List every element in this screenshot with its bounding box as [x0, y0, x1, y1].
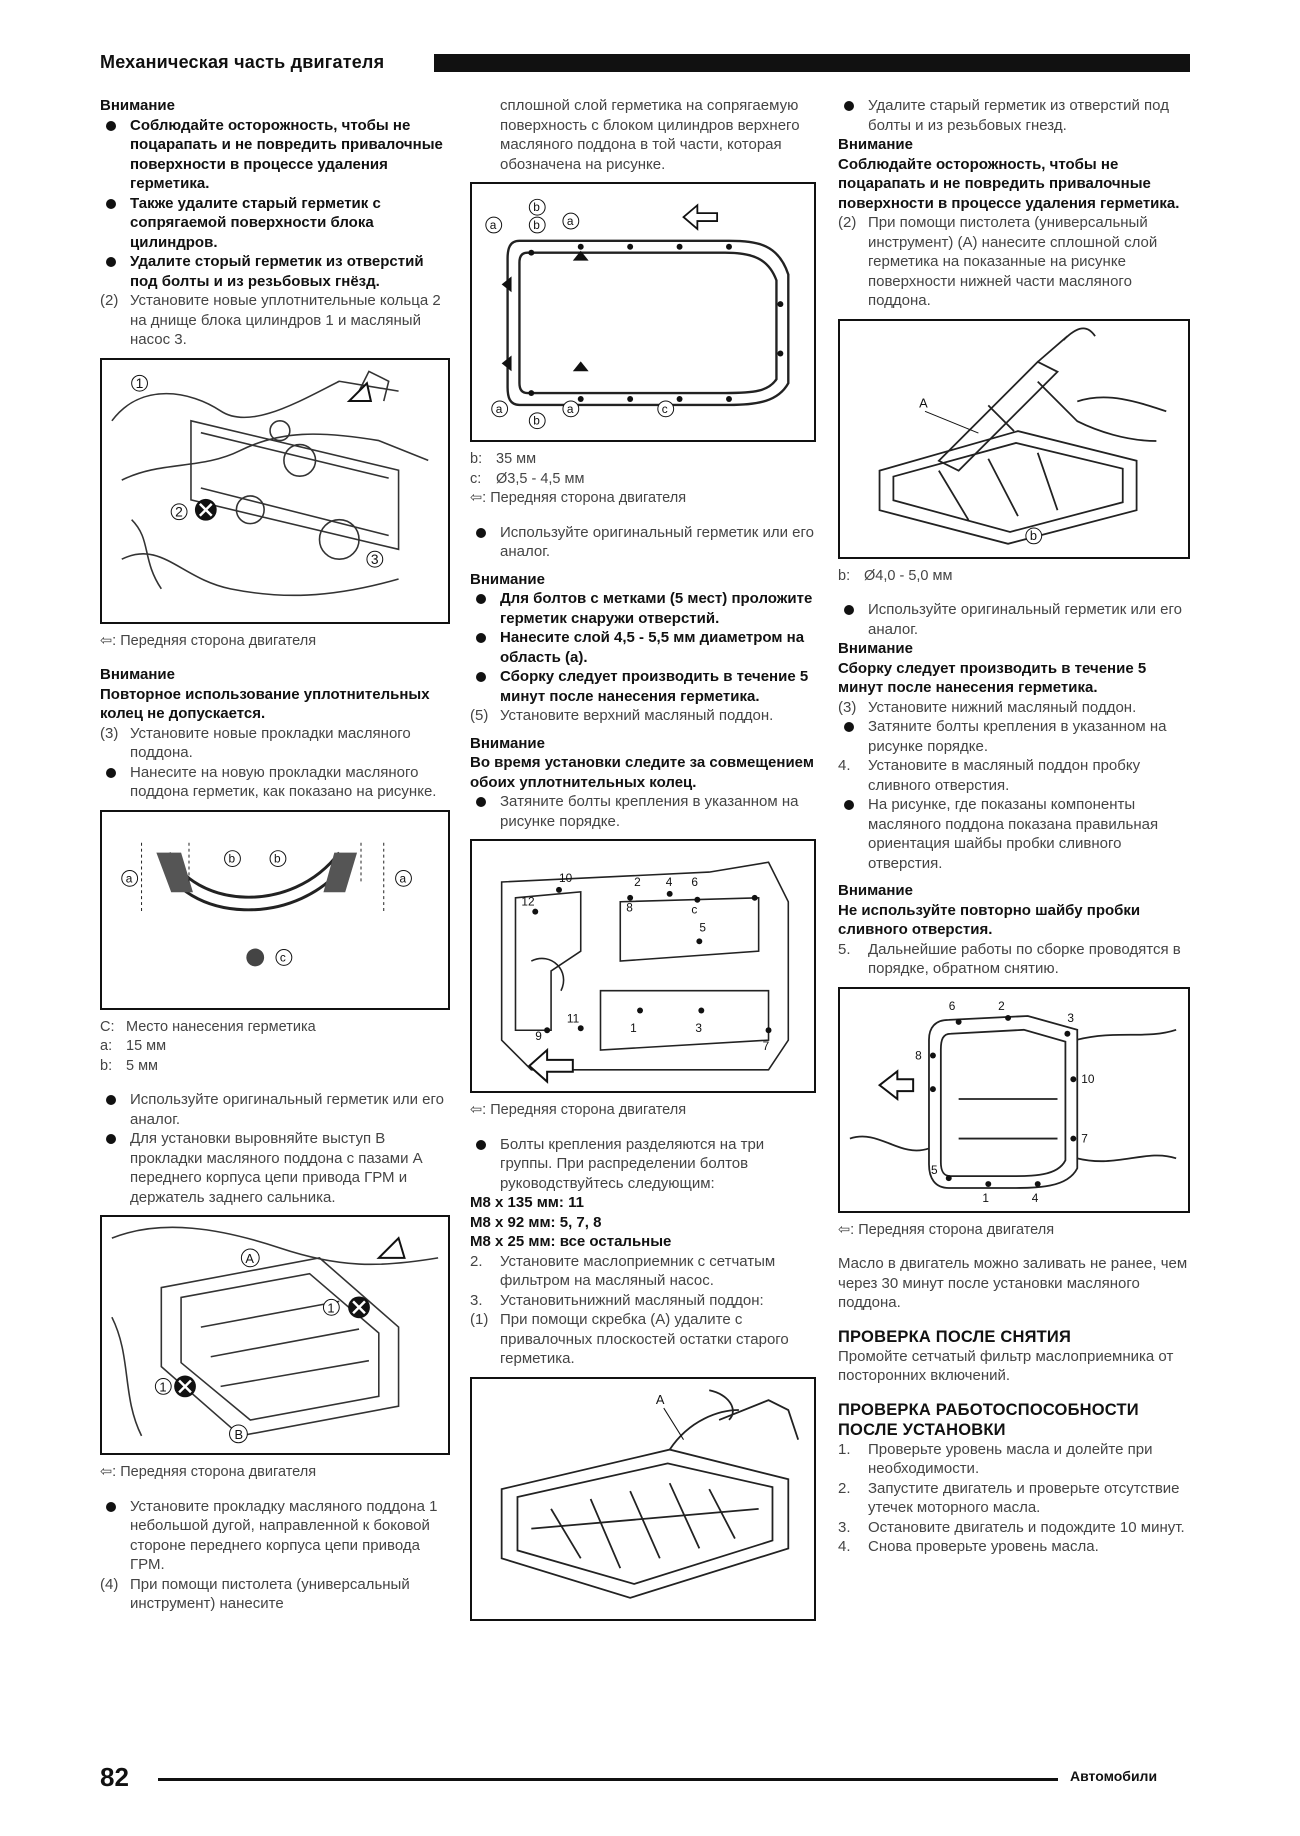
figure-gasket-sealant — [100, 810, 450, 1010]
svg-text:3: 3 — [1067, 1010, 1074, 1025]
step-text: Установите в масляный поддон пробку сливного отверстия. — [868, 757, 1141, 794]
legend-value: 5 мм — [126, 1057, 159, 1074]
svg-text:5: 5 — [699, 920, 706, 935]
svg-text:12: 12 — [521, 894, 535, 909]
warning-item: Сборку следует производить в течение 5 минут после нанесения герметика. — [470, 667, 816, 706]
step-text: При помощи скребка (А) удалите с привалочных плоскостей остатки старого герметика. — [500, 1311, 789, 1367]
step-number: (3) — [100, 724, 119, 742]
bullet-item: Для установки выровняйте выступ В прокладки масляного поддона с пазами А переднего корпуса цепи привода ГРМ и держатель заднего сальника. — [100, 1129, 450, 1207]
figure-caption: ⇦: Передняя сторона двигателя — [470, 490, 687, 506]
legend-value: Место нанесения герметика — [126, 1018, 316, 1035]
step-number: (4) — [100, 1575, 119, 1593]
svg-text:3: 3 — [370, 550, 379, 567]
section-heading: ПРОВЕРКА РАБОТОСПОСОБНОСТИ ПОСЛЕ УСТАНОВКИ — [838, 1400, 1139, 1439]
svg-text:10: 10 — [1081, 1071, 1095, 1086]
svg-text:1: 1 — [159, 1379, 167, 1395]
svg-text:c: c — [279, 949, 286, 964]
svg-text:4: 4 — [665, 874, 673, 889]
page-number: 82 — [100, 1762, 129, 1792]
svg-text:B: B — [234, 1426, 244, 1442]
step-text: При помощи пистолета (универсальный инструмент) нанесите — [130, 1575, 410, 1612]
bullet-item: Нанесите на новую прокладки масляного поддона герметик, как показано на рисунке. — [100, 763, 450, 802]
figure-oil-pan-gasket — [100, 1215, 450, 1455]
step-number: 2. — [470, 1252, 483, 1270]
svg-text:A: A — [245, 1250, 254, 1266]
figure-caption: ⇦: Передняя сторона двигателя — [100, 1464, 317, 1480]
warning-item: Для болтов с метками (5 мест) проложите герметик снаружи отверстий. — [470, 589, 816, 628]
legend-value: Ø4,0 - 5,0 мм — [864, 567, 953, 584]
figure-lower-bolt-order-drawing — [840, 989, 1188, 1211]
warning-item: Нанесите слой 4,5 - 5,5 мм диаметром на область (а). — [470, 628, 816, 667]
footer-rule — [158, 1778, 1058, 1781]
paragraph: Промойте сетчатый фильтр маслоприемника от посторонних включений. — [838, 1347, 1174, 1384]
step-number: 4. — [838, 757, 851, 774]
page-header-title: Механическая часть двигателя — [100, 52, 385, 72]
step-text: Установите верхний масляный поддон. — [500, 707, 774, 724]
legend-key: a: — [100, 1038, 113, 1054]
svg-text:7: 7 — [1081, 1131, 1088, 1146]
step-text: Снова проверьте уровень масла. — [868, 1538, 1099, 1555]
step-item — [838, 1440, 1190, 1479]
step-number: 3. — [838, 1518, 851, 1536]
figure-oil-pan-gasket-drawing — [102, 1217, 448, 1453]
svg-text:8: 8 — [626, 900, 633, 915]
figure-caption: ⇦: Передняя сторона двигателя — [470, 1102, 687, 1118]
figure-cylinder-block — [100, 358, 450, 624]
bolt-spec: M8 x 135 мм: 11 — [470, 1194, 584, 1211]
bullet-item: Удалите старый герметик из отверстий под болты и из резьбовых гнезд. — [838, 96, 1190, 135]
step-text: Установите нижний масляный поддон. — [868, 698, 1137, 716]
legend-row — [100, 1037, 450, 1057]
step-number: 5. — [838, 940, 851, 958]
svg-text:a: a — [566, 401, 574, 416]
warning-title: Внимание — [838, 882, 913, 899]
figure-upper-pan-bolt-order — [470, 839, 816, 1093]
warning-title: Внимание — [470, 570, 545, 588]
step-item — [838, 756, 1190, 795]
svg-text:a: a — [566, 214, 574, 229]
bolt-spec: M8 x 25 мм: все остальные — [470, 1233, 672, 1250]
svg-text:4: 4 — [1031, 1190, 1039, 1205]
legend-value: 35 мм — [496, 451, 537, 467]
legend-row — [470, 470, 816, 490]
svg-text:2: 2 — [998, 998, 1005, 1013]
step-item — [100, 724, 450, 763]
svg-text:6: 6 — [691, 874, 699, 889]
svg-text:11: 11 — [566, 1011, 580, 1026]
paragraph: сплошной слой герметика на сопрягаемую поверхность с блоком цилиндров верхнего масляного поддона в той части, которая обозначена на рисунке. — [500, 97, 800, 173]
svg-text:5: 5 — [930, 1162, 938, 1177]
svg-text:2: 2 — [634, 874, 641, 889]
legend-key: C: — [100, 1018, 115, 1035]
legend-key: b: — [470, 451, 483, 467]
step-item — [838, 698, 1190, 718]
svg-text:10: 10 — [558, 870, 573, 885]
svg-text:b: b — [533, 200, 540, 215]
svg-text:b: b — [533, 413, 540, 428]
column-3 — [838, 96, 1190, 1557]
warning-title: Внимание — [470, 734, 545, 752]
header-bar — [434, 54, 1190, 72]
legend-key: b: — [838, 567, 851, 584]
svg-text:a: a — [399, 870, 407, 885]
legend-row — [470, 450, 816, 470]
figure-upper-oil-pan-sealant — [470, 182, 816, 442]
bullet-item: Используйте оригинальный герметик или его аналог. — [838, 600, 1190, 639]
warning-text: Повторное использование уплотнительных колец не допускается. — [100, 685, 430, 722]
legend-row — [838, 567, 1190, 587]
legend-value: 15 мм — [126, 1038, 167, 1054]
figure-bolt-order-drawing — [472, 841, 814, 1091]
svg-text:A: A — [919, 394, 928, 410]
step-text: Установите маслоприемник с сетчатым фильтром на масляный насос. — [500, 1252, 776, 1289]
figure-caption: ⇦: Передняя сторона двигателя — [100, 632, 317, 649]
step-item — [470, 1252, 816, 1291]
figure-scraper — [470, 1377, 816, 1621]
svg-text:a: a — [495, 401, 503, 416]
figure-gasket-drawing — [102, 812, 448, 1008]
step-number: (2) — [100, 292, 119, 309]
figure-caption: ⇦: Передняя сторона двигателя — [838, 1221, 1055, 1238]
step-number: (2) — [838, 214, 857, 231]
bolt-spec: M8 x 92 мм: 5, 7, 8 — [470, 1213, 602, 1231]
step-text: Остановите двигатель и подождите 10 минут. — [868, 1518, 1185, 1536]
bullet-item: Болты крепления разделяются на три группы. При распределении болтов руководствуйтесь следующим: — [470, 1135, 816, 1194]
warning-text: Во время установки следите за совмещением обоих уплотнительных колец. — [470, 754, 814, 791]
step-item — [100, 291, 450, 350]
step-item — [470, 1310, 816, 1369]
step-item — [838, 1537, 1190, 1557]
svg-text:1: 1 — [630, 1021, 637, 1036]
step-text: При помощи пистолета (универсальный инструмент) (А) нанесите сплошной слой герметика на показанные на рисунке поверхности нижней части масляного поддона. — [868, 214, 1158, 309]
step-number: 2. — [838, 1479, 851, 1497]
step-text: Установитьнижний масляный поддон: — [500, 1291, 764, 1309]
figure-upper-pan-drawing — [472, 184, 814, 440]
step-number: 1. — [838, 1440, 851, 1458]
warning-text: Соблюдайте осторожность, чтобы не поцарапать и не повредить привалочные поверхности в процессе удаления герметика. — [838, 155, 1180, 212]
bullet-item: Затяните болты крепления в указанном на рисунке порядке. — [470, 792, 816, 831]
step-text: Установите новые прокладки масляного поддона. — [130, 724, 411, 761]
step-text: Дальнейшие работы по сборке проводятся в порядке, обратном снятию. — [868, 940, 1181, 977]
figure-sealant-gun-drawing — [840, 321, 1188, 557]
step-item — [838, 1479, 1190, 1518]
step-item — [470, 1291, 816, 1311]
svg-text:a: a — [125, 870, 133, 885]
paragraph: Масло в двигатель можно заливать не ранее, чем через 30 минут после установки масляного поддона. — [838, 1255, 1188, 1311]
svg-text:c: c — [661, 401, 668, 416]
svg-text:c: c — [691, 902, 698, 917]
svg-text:1: 1 — [982, 1190, 989, 1205]
footer-brand: Автомобили — [1070, 1768, 1158, 1784]
column-1 — [100, 96, 450, 1614]
svg-text:b: b — [274, 851, 281, 866]
step-number: (1) — [470, 1311, 489, 1328]
svg-text:6: 6 — [948, 998, 956, 1013]
svg-text:9: 9 — [535, 1029, 542, 1044]
step-number: 3. — [470, 1291, 483, 1309]
svg-text:a: a — [489, 217, 497, 232]
step-number: 4. — [838, 1538, 851, 1555]
bullet-item: Установите прокладку масляного поддона 1 небольшой дугой, направленной к боковой стороне переднего корпуса цепи привода ГРМ. — [100, 1497, 450, 1575]
figure-cylinder-block-drawing — [102, 360, 448, 622]
warning-item: Соблюдайте осторожность, чтобы не поцарапать и не повредить привалочные поверхности в процессе удаления герметика. — [100, 116, 450, 194]
warning-title: Внимание — [100, 97, 175, 114]
warning-text: Сборку следует производить в течение 5 минут после нанесения герметика. — [838, 659, 1147, 696]
step-item — [838, 1518, 1190, 1538]
legend-row — [100, 1018, 450, 1038]
warning-title: Внимание — [838, 136, 913, 153]
svg-text:b: b — [228, 851, 236, 866]
step-number: (3) — [838, 698, 857, 716]
warning-title: Внимание — [838, 640, 913, 657]
step-item — [838, 940, 1190, 979]
legend-key: c: — [470, 470, 482, 487]
warning-item: Удалите сторый герметик из отверстий под болты и из резьбовых гнёзд. — [100, 252, 450, 291]
warning-title: Внимание — [100, 666, 175, 683]
warning-item: Также удалите старый герметик с сопрягаемой поверхности блока цилиндров. — [100, 194, 450, 253]
svg-text:8: 8 — [915, 1047, 922, 1062]
svg-text:3: 3 — [695, 1021, 702, 1036]
svg-text:b: b — [533, 217, 540, 232]
column-2 — [470, 96, 816, 1621]
bullet-item: Затяните болты крепления в указанном на рисунке порядке. — [838, 717, 1190, 756]
step-item — [838, 213, 1190, 311]
step-item — [470, 706, 816, 726]
warning-text: Не используйте повторно шайбу пробки сливного отверстия. — [838, 901, 1141, 938]
svg-text:1: 1 — [327, 1300, 335, 1316]
svg-text:b: b — [1029, 527, 1037, 543]
step-text: Проверьте уровень масла и долейте при необходимости. — [868, 1440, 1153, 1477]
section-heading: ПРОВЕРКА ПОСЛЕ СНЯТИЯ — [838, 1327, 1072, 1346]
step-item — [100, 1575, 450, 1614]
bullet-item: На рисунке, где показаны компоненты масляного поддона показана правильная ориентация шайбы пробки сливного отверстия. — [838, 795, 1190, 873]
legend-value: Ø3,5 - 4,5 мм — [496, 470, 585, 487]
svg-text:2: 2 — [175, 503, 183, 520]
legend-key: b: — [100, 1057, 113, 1074]
svg-text:A: A — [655, 1391, 665, 1407]
step-number: (5) — [470, 707, 489, 724]
figure-lower-pan-bolt-order — [838, 987, 1190, 1213]
figure-lower-pan-sealant-gun — [838, 319, 1190, 559]
svg-text:1: 1 — [135, 374, 144, 391]
legend-row — [100, 1057, 450, 1077]
bullet-item: Используйте оригинальный герметик или его аналог. — [470, 523, 816, 562]
step-text: Запустите двигатель и проверьте отсутствие утечек моторного масла. — [868, 1479, 1180, 1516]
bullet-item: Используйте оригинальный герметик или его аналог. — [100, 1090, 450, 1129]
figure-scraper-drawing — [472, 1379, 814, 1619]
step-text: Установите новые уплотнительные кольца 2 на днище блока цилиндров 1 и масляный насос 3. — [130, 292, 441, 348]
svg-text:7: 7 — [762, 1039, 770, 1054]
